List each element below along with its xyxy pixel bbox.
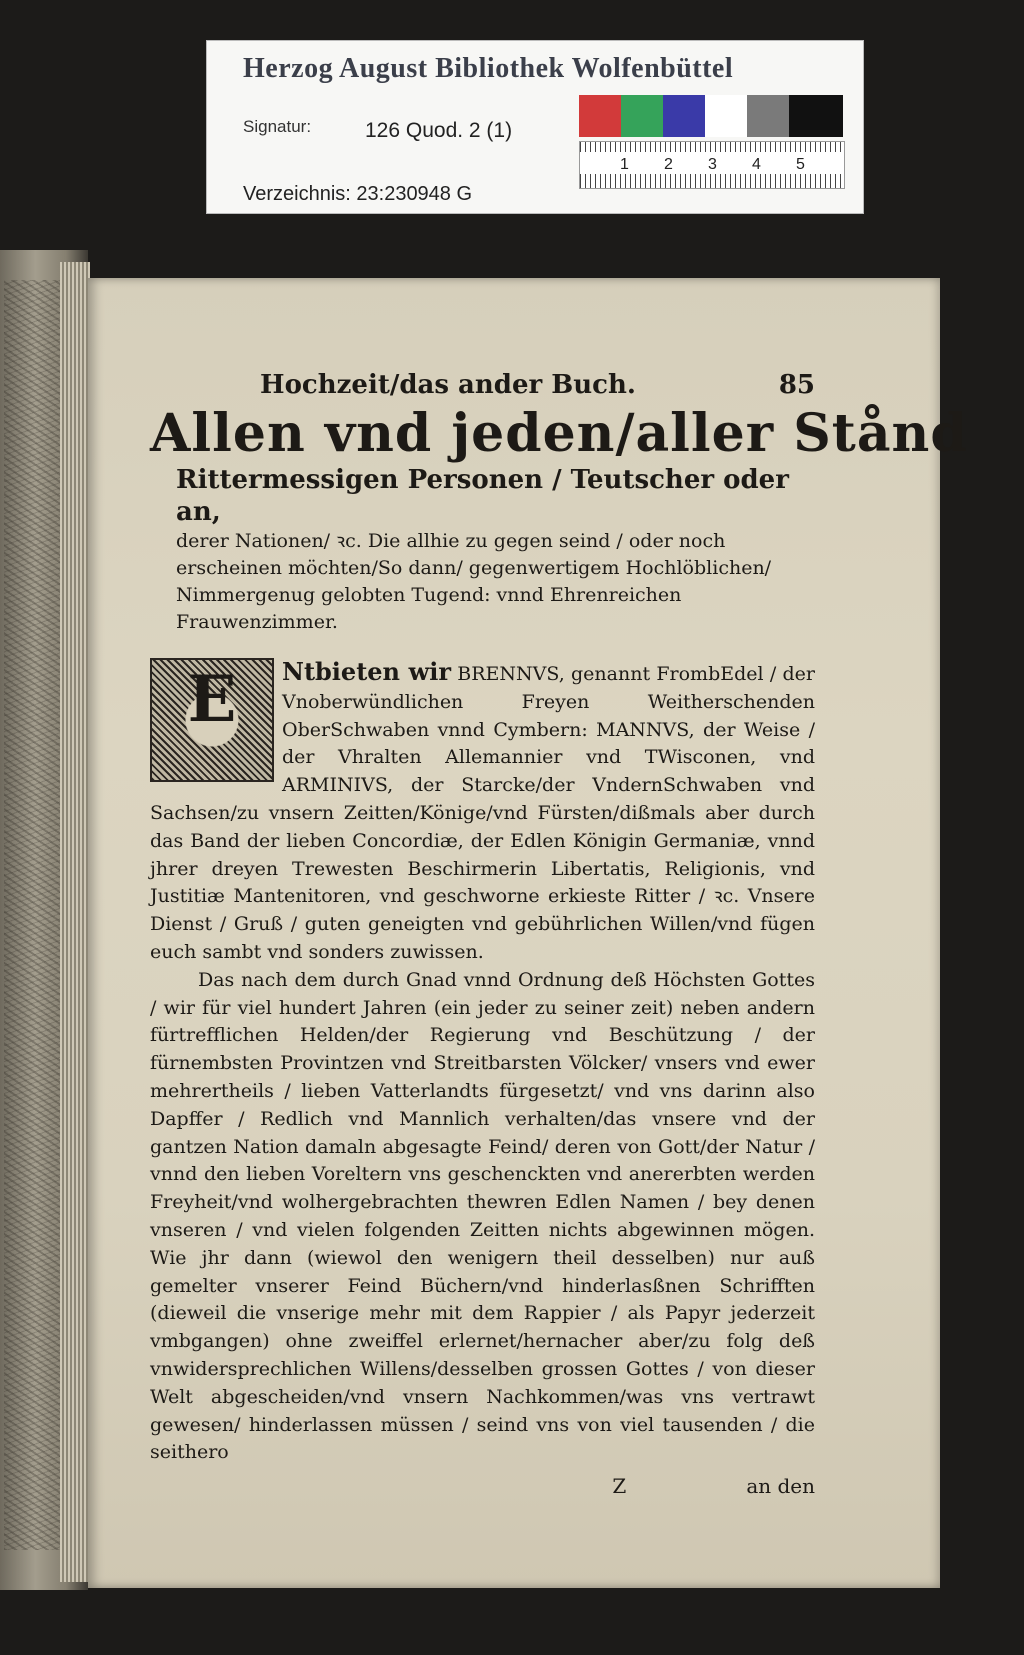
ruler-ticks-top <box>580 142 844 152</box>
paragraph-2: Das nach dem durch Gnad vnnd Ordnung deß Höchsten Gottes / wir für viel hundert Jahren (ein jeder zu seiner zeit) neben andern fürtrefflichen Helden/der Regierung vnd Beschützung / der fürnembsten Provintzen vnd Streitbarsten Völcker/ vnsers vnd ewer mehrertheils / lieben Vatterlandts fürgesetzt/ vnd vns darinn also Dapffer / Redlich vnd Mannlich verhalten/das vnsere vnd der gantzen Nation damaln abgesagte Feind/ deren von Gott/der Natur / vnnd den lieben Voreltern vns geschenckten vnd anererbten werden Freyheit/vnd wolhergebrachten thewren Edlen Namen / bey denen vnseren / vnd vielen folgenden Zeitten nichts abgewinnen mögen. Wie jhr dann (wiewol den wenigern theil desselben) nur auß gemelter vnserer Feind Büchern/vnd hinderlasßnen Schrifften (dieweil die vnserige mehr mit dem Rappier / als Papyr jederzeit vmbgangen) ohne zweiffel erlernet/hernacher aber/zu folg deß vnwidersprechlichen Willens/desselben grossen Gottes / von dieser Welt abgescheiden/vnd vnsern Nachkommen/was vns vertrawt gewesen/ hinderlassen müssen / seind vns von viel tausenden / die seithero <box>150 968 815 1464</box>
swatch-green <box>621 95 663 137</box>
color-scale <box>579 95 843 191</box>
running-head: Hochzeit/das ander Buch. <box>260 370 636 400</box>
ruler-number: 5 <box>796 156 805 173</box>
ruler-number: 2 <box>664 156 673 173</box>
paragraph-1-text: BRENNVS, genannt FrombEdel / der Vnoberwündlichen Freyen Weitherschenden OberSchwaben vnnd Cymbern: MANNVS, der Weise / der Vhralten Allemannier vnd TWisconen, vnd ARMINIVS, der Starcke/der VndernSchwaben vnd Sachsen/zu vnsern Zeitten/Könige/vnd Fürsten/dißmals aber durch das Band der lieben Concordiæ, der Edlen Königin Germaniæ, vnnd jhrer dreyen Trewesten Beschirmerin Libertatis, Religionis, vnd Justitiæ Mantenitoren, vnd geschworne erkieste Ritter / ꝛc. Vnsere Dienst / Gruß / guten geneigten vnd gebührlichen Willen/vnd fügen euch sambt vnd sonders zuwissen. <box>150 663 815 963</box>
verzeichnis-value: Verzeichnis: 23:230948 G <box>243 183 473 205</box>
signatur-value: 126 Quod. 2 (1) <box>365 119 513 142</box>
signature-mark: Z <box>612 1474 627 1499</box>
catchword: an den <box>746 1474 815 1499</box>
signatur-label: Signatur: <box>243 117 312 136</box>
address-text: derer Nationen/ ꝛc. Die allhie zu gegen seind / oder noch erscheinen möchten/So dann/ gegenwertigem Hochlöblichen/ Nimmergenug gelobten Tugend: vnnd Ehrenreichen Frauwenzimmer. <box>176 530 772 633</box>
ruler <box>579 141 845 189</box>
page-text-block <box>150 370 968 1501</box>
subtitle: Rittermessigen Personen / Teutscher oder an, <box>176 465 789 527</box>
initial-letter: E <box>187 662 237 737</box>
decorated-initial <box>150 658 274 782</box>
ruler-number: 3 <box>708 156 717 173</box>
page-number: 85 <box>778 370 815 400</box>
page-header <box>150 370 815 400</box>
ruler-ticks <box>580 174 844 188</box>
swatch-black <box>789 95 843 137</box>
swatch-blue <box>663 95 705 137</box>
ruler-number: 1 <box>620 156 629 173</box>
footer-marks <box>150 1473 815 1501</box>
paragraph-1-lead: Ntbieten wir <box>282 657 451 686</box>
swatch-white <box>705 95 747 137</box>
book-page <box>88 278 968 1588</box>
library-name: Herzog August Bibliothek Wolfenbüttel <box>243 53 734 84</box>
body-text <box>150 658 815 1501</box>
library-label <box>206 40 864 214</box>
swatch-gray <box>747 95 789 137</box>
page-edges <box>60 262 90 1582</box>
swatch-red <box>579 95 621 137</box>
ruler-number: 4 <box>752 156 761 173</box>
page-title: Allen vnd jeden/aller Stånd <box>150 403 968 464</box>
